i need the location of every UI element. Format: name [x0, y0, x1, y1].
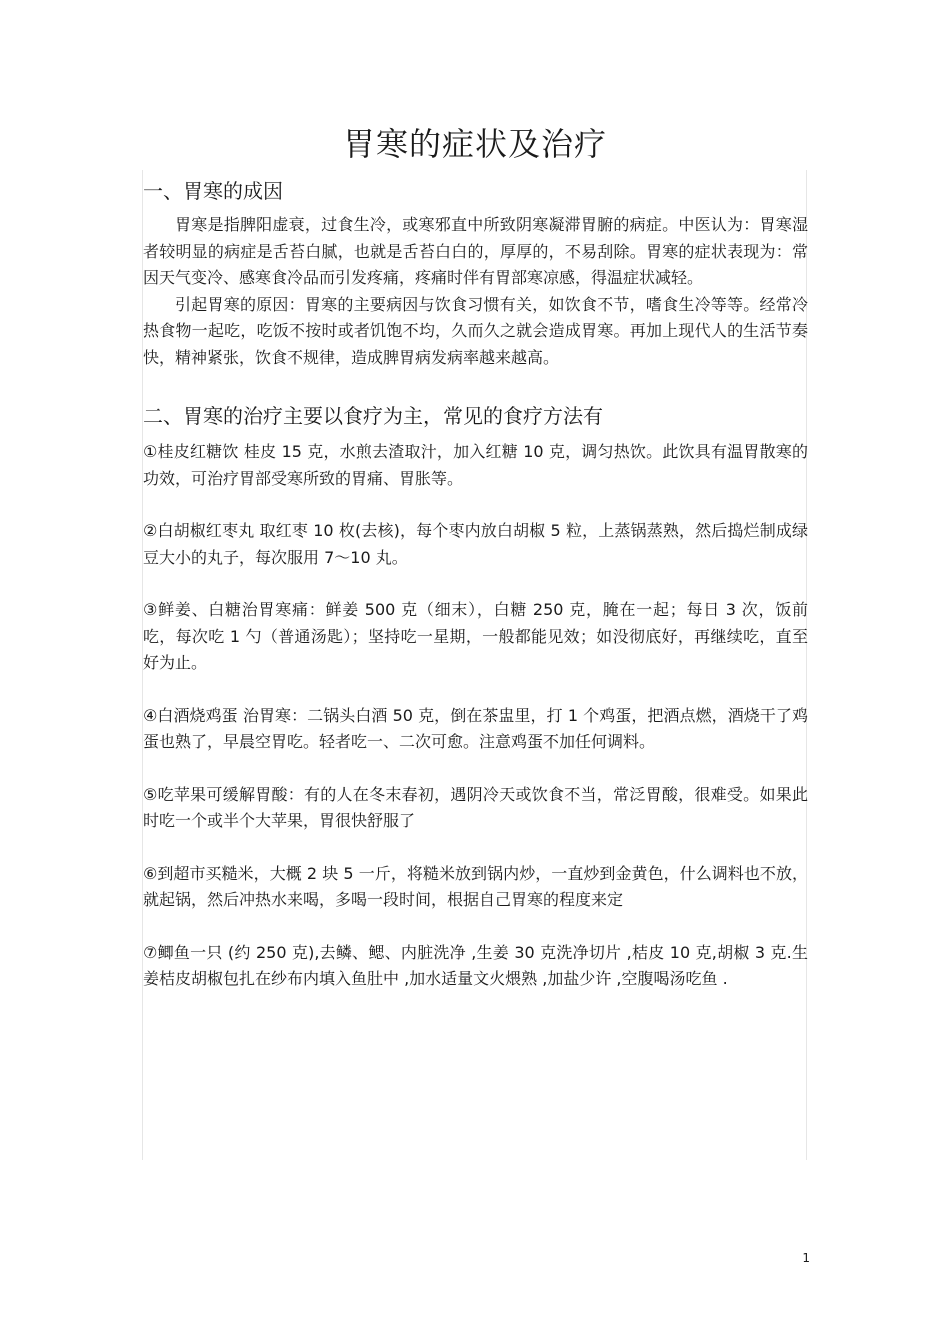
list-item-remedy-5: ⑤吃苹果可缓解胃酸：有的人在冬末春初，遇阴冷天或饮食不当，常泛胃酸，很难受。如果此时吃一个或半个大苹果，胃很快舒服了 — [143, 784, 808, 830]
list-item-remedy-1: ①桂皮红糖饮 桂皮 15 克，水煎去渣取汁，加入红糖 10 克，调匀热饮。此饮具有温胃散寒的功效，可治疗胃部受寒所致的胃痛、胃胀等。 — [143, 442, 808, 488]
list-item-remedy-6: ⑥到超市买糙米，大概 2 块 5 一斤，将糙米放到锅内炒，一直炒到金黄色，什么调料也不放，就起锅，然后冲热水来喝，多喝一段时间，根据自己胃寒的程度来定 — [143, 863, 808, 909]
paragraph-causes: 引起胃寒的原因：胃寒的主要病因与饮食习惯有关，如饮食不节，嗜食生冷等等。经常冷热食物一起吃，吃饭不按时或者饥饱不均，久而久之就会造成胃寒。再加上现代人的生活节奏快，精神紧张，饮食不规律，造成脾胃病发病率越来越高。 — [143, 294, 808, 367]
section-heading-treatment: 二、胃寒的治疗主要以食疗为主，常见的食疗方法有 — [143, 404, 603, 428]
list-item-remedy-3: ③鲜姜、白糖治胃寒痛：鲜姜 500 克（细末），白糖 250 克，腌在一起；每日 3 次，饭前吃，每次吃 1 勺（普通汤匙）；坚持吃一星期，一般都能见效；如没彻底好，再继续吃，直至好为止。 — [143, 600, 808, 672]
list-item-remedy-4: ④白酒烧鸡蛋 治胃寒：二锅头白酒 50 克，倒在茶盅里，打 1 个鸡蛋，把酒点燃，酒烧干了鸡蛋也熟了，早晨空胃吃。轻者吃一、二次可愈。注意鸡蛋不加任何调料。 — [143, 705, 808, 751]
paragraph-definition: 胃寒是指脾阳虚衰，过食生冷，或寒邪直中所致阴寒凝滞胃腑的病症。中医认为：胃寒湿者较明显的病症是舌苔白腻，也就是舌苔白白的，厚厚的，不易刮除。胃寒的症状表现为：常因天气变冷、感寒食冷品而引发疼痛，疼痛时伴有胃部寒凉感，得温症状减轻。 — [143, 215, 808, 287]
section-heading-causes: 一、胃寒的成因 — [143, 179, 283, 203]
document-title: 胃寒的症状及治疗 — [342, 125, 607, 163]
page-number: 1 — [802, 1251, 810, 1265]
list-item-remedy-7: ⑦鲫鱼一只 (约 250 克),去鳞、鳃、内脏洗净 ,生姜 30 克洗净切片 ,桔皮 10 克,胡椒 3 克.生姜桔皮胡椒包扎在纱布内填入鱼肚中 ,加水适量文火煨熟 ,加盐少许 ,空腹喝汤吃鱼 . — [143, 942, 808, 988]
list-item-remedy-2: ②白胡椒红枣丸 取红枣 10 枚(去核)，每个枣内放白胡椒 5 粒，上蒸锅蒸熟，然后捣烂制成绿豆大小的丸子，每次服用 7～10 丸。 — [143, 521, 808, 567]
document-body — [143, 176, 808, 1019]
